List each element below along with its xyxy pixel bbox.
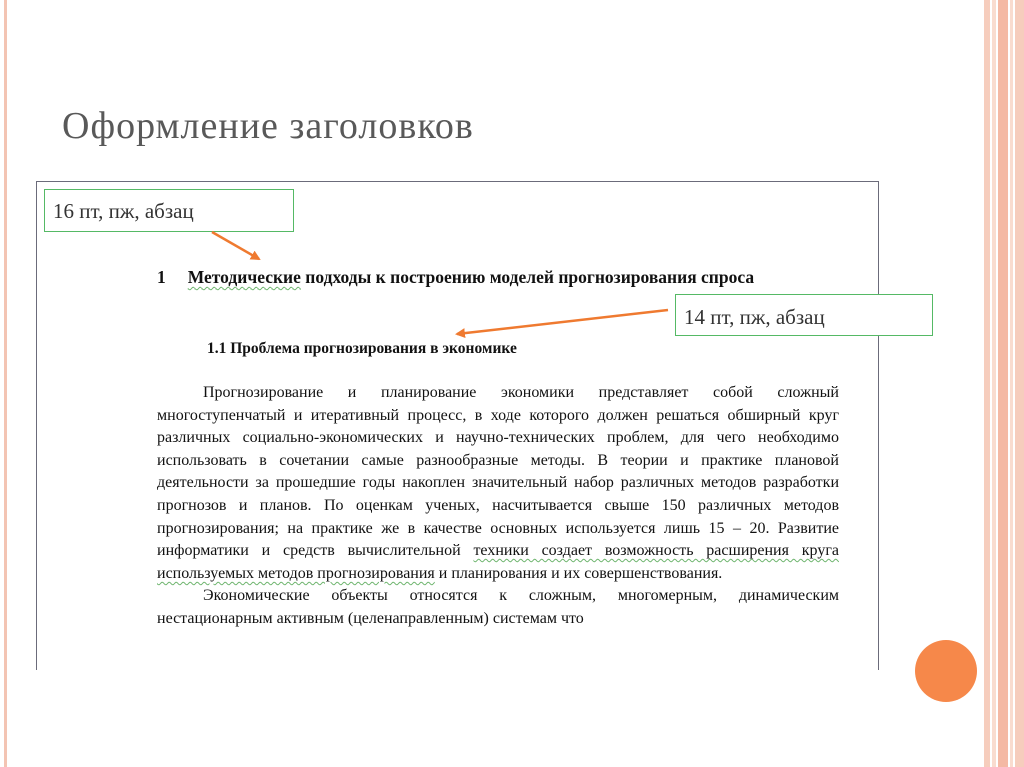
paragraph-2: Экономические объекты относятся к сложным, многомерным, динамическим нестационарным активным (целенаправленным) системам что — [157, 587, 839, 627]
heading-1-number: 1 — [157, 267, 166, 287]
document-page-image — [36, 181, 879, 670]
decor-stripe — [998, 0, 1008, 767]
decor-stripe — [1015, 0, 1024, 767]
decor-stripe — [992, 0, 996, 767]
decor-stripe — [984, 0, 990, 767]
heading-1-text-rest: подходы к построению моделей прогнозирования спроса — [300, 267, 755, 287]
paragraph-1-text: Прогнозирование и планирование экономики представляет собой сложный многоступенчатый и итеративный процесс, в ходе которого должен решаться обширный круг различных социально-экономических и научно-технических проблем, для чего необходимо использовать в сочетании самые разнообразные методы. В теории и практике плановой деятельности за прошедшие годы накоплен значительный набор различных методов разработки прогнозов и планов. По оценкам ученых, насчитывается свыше 150 различных методов прогнозирования; на практике же в качестве основных используется лишь 15 – 20. Развитие информатики и средств вычислительной — [157, 384, 839, 560]
document-body — [157, 382, 839, 631]
paragraph-1 — [157, 382, 839, 585]
decor-stripe — [1010, 0, 1013, 767]
decor-circle — [915, 640, 977, 702]
callout-heading-2-format: 14 пт, пж, абзац — [675, 294, 933, 336]
heading-1-text-start: Методические — [187, 267, 301, 287]
paragraph-1-text-end: и планирования и их совершенствования. — [434, 564, 723, 582]
paragraph-1-spellcheck-underline: техники создает возможность расширения круга используемых методов прогнозирования — [157, 542, 839, 582]
document-heading-1 — [157, 264, 839, 291]
document-heading-2: 1.1 Проблема прогнозирования в экономике — [207, 340, 517, 357]
slide-title: Оформление заголовков — [62, 105, 474, 147]
callout-heading-1-format: 16 пт, пж, абзац — [44, 189, 294, 232]
